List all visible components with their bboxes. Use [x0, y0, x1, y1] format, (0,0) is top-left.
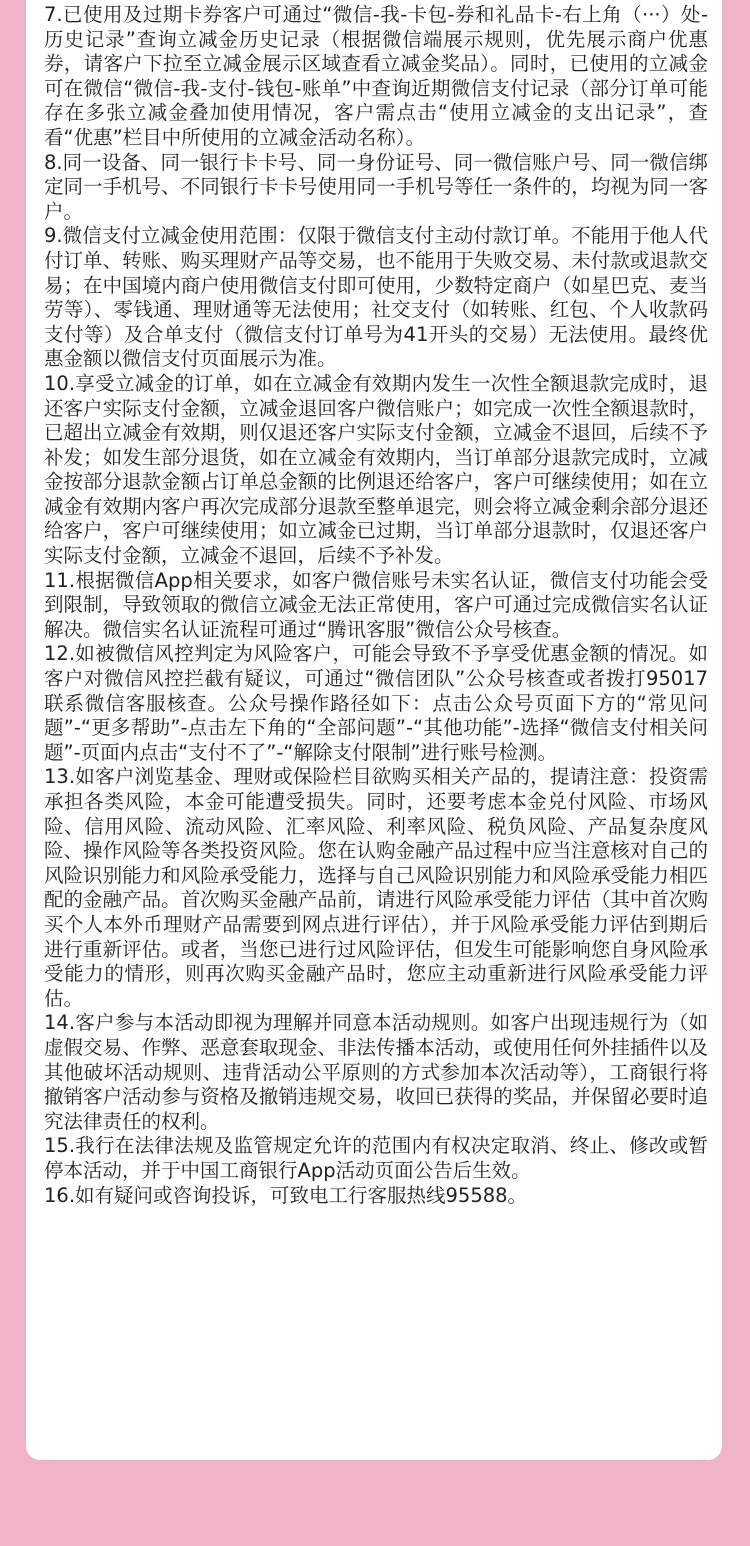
- rule-item-12: 12.如被微信风控判定为风险客户，可能会导致不予享受优惠金额的情况。如客户对微信风控拦截有疑议，可通过“微信团队”公众号核查或者拨打95017联系微信客服核查。公众号操作路径如下：点击公众号页面下方的“常见问题”-“更多帮助”-点击左下角的“全部问题”-“其他功能”-选择“微信支付相关问题”-页面内点击“支付不了”-“解除支付限制”进行账号检测。: [44, 642, 708, 764]
- rule-item-13: 13.如客户浏览基金、理财或保险栏目欲购买相关产品的，提请注意：投资需承担各类风险，本金可能遭受损失。同时，还要考虑本金兑付风险、市场风险、信用风险、流动风险、汇率风险、利率风险、税负风险、产品复杂度风险、操作风险等各类投资风险。您在认购金融产品过程中应当注意核对自己的风险识别能力和风险承受能力，选择与自己风险识别能力和风险承受能力相匹配的金融产品。首次购买金融产品前，请进行风险承受能力评估（其中首次购买个人本外币理财产品需要到网点进行评估），并于风险承受能力评估到期后进行重新评估。或者，当您已进行过风险评估，但发生可能影响您自身风险承受能力的情形，则再次购买金融产品时，您应主动重新进行风险承受能力评估。: [44, 765, 708, 1010]
- rule-item-7: 7.已使用及过期卡券客户可通过“微信-我-卡包-券和礼品卡-右上角（···）处-历史记录”查询立减金历史记录（根据微信端展示规则，优先展示商户优惠券，请客户下拉至立减金展示区域查看立减金奖品）。同时，已使用的立减金可在微信“微信-我-支付-钱包-账单”中查询近期微信支付记录（部分订单可能存在多张立减金叠加使用情况，客户需点击“使用立减金的支出记录”，查看“优惠”栏目中所使用的立减金活动名称）。: [44, 3, 708, 149]
- rule-item-14: 14.客户参与本活动即视为理解并同意本活动规则。如客户出现违规行为（如虚假交易、作弊、恶意套取现金、非法传播本活动，或使用任何外挂插件以及其他破坏活动规则、违背活动公平原则的方式参加本次活动等），工商银行将撤销客户活动参与资格及撤销违规交易，收回已获得的奖品，并保留必要时追究法律责任的权利。: [44, 1011, 708, 1133]
- rules-list: [44, 3, 708, 1208]
- rule-item-8: 8.同一设备、同一银行卡卡号、同一身份证号、同一微信账户号、同一微信绑定同一手机号、不同银行卡卡号使用同一手机号等任一条件的，均视为同一客户。: [44, 150, 708, 223]
- rule-item-11: 11.根据微信App相关要求，如客户微信账号未实名认证，微信支付功能会受到限制，导致领取的微信立减金无法正常使用，客户可通过完成微信实名认证解决。微信实名认证流程可通过“腾讯客服”微信公众号核查。: [44, 568, 708, 641]
- rule-item-9: 9.微信支付立减金使用范围：仅限于微信支付主动付款订单。不能用于他人代付订单、转账、购买理财产品等交易，也不能用于失败交易、未付款或退款交易；在中国境内商户使用微信支付即可使用，少数特定商户（如星巴克、麦当劳等）、零钱通、理财通等无法使用；社交支付（如转账、红包、个人收款码支付等）及合单支付（微信支付订单号为41开头的交易）无法使用。最终优惠金额以微信支付页面展示为准。: [44, 224, 708, 371]
- rule-item-16: 16.如有疑问或咨询投诉，可致电工行客服热线95588。: [44, 1183, 528, 1207]
- rule-item-15: 15.我行在法律法规及监管规定允许的范围内有权决定取消、终止、修改或暂停本活动，并于中国工商银行App活动页面公告后生效。: [44, 1134, 708, 1182]
- rules-card: [26, 0, 722, 1460]
- rule-item-10: 10.享受立减金的订单，如在立减金有效期内发生一次性全额退款完成时，退还客户实际支付金额，立减金退回客户微信账户；如完成一次性全额退款时，已超出立减金有效期，则仅退还客户实际支付金额，立减金不退回，后续不予补发；如发生部分退货，如在立减金有效期内，当订单部分退款完成时，立减金按部分退款金额占订单总金额的比例退还给客户，客户可继续使用；如在立减金有效期内客户再次完成部分退款至整单退完，则会将立减金剩余部分退还给客户，客户可继续使用；如立减金已过期，当订单部分退款时，仅退还客户实际支付金额，立减金不退回，后续不予补发。: [44, 371, 708, 568]
